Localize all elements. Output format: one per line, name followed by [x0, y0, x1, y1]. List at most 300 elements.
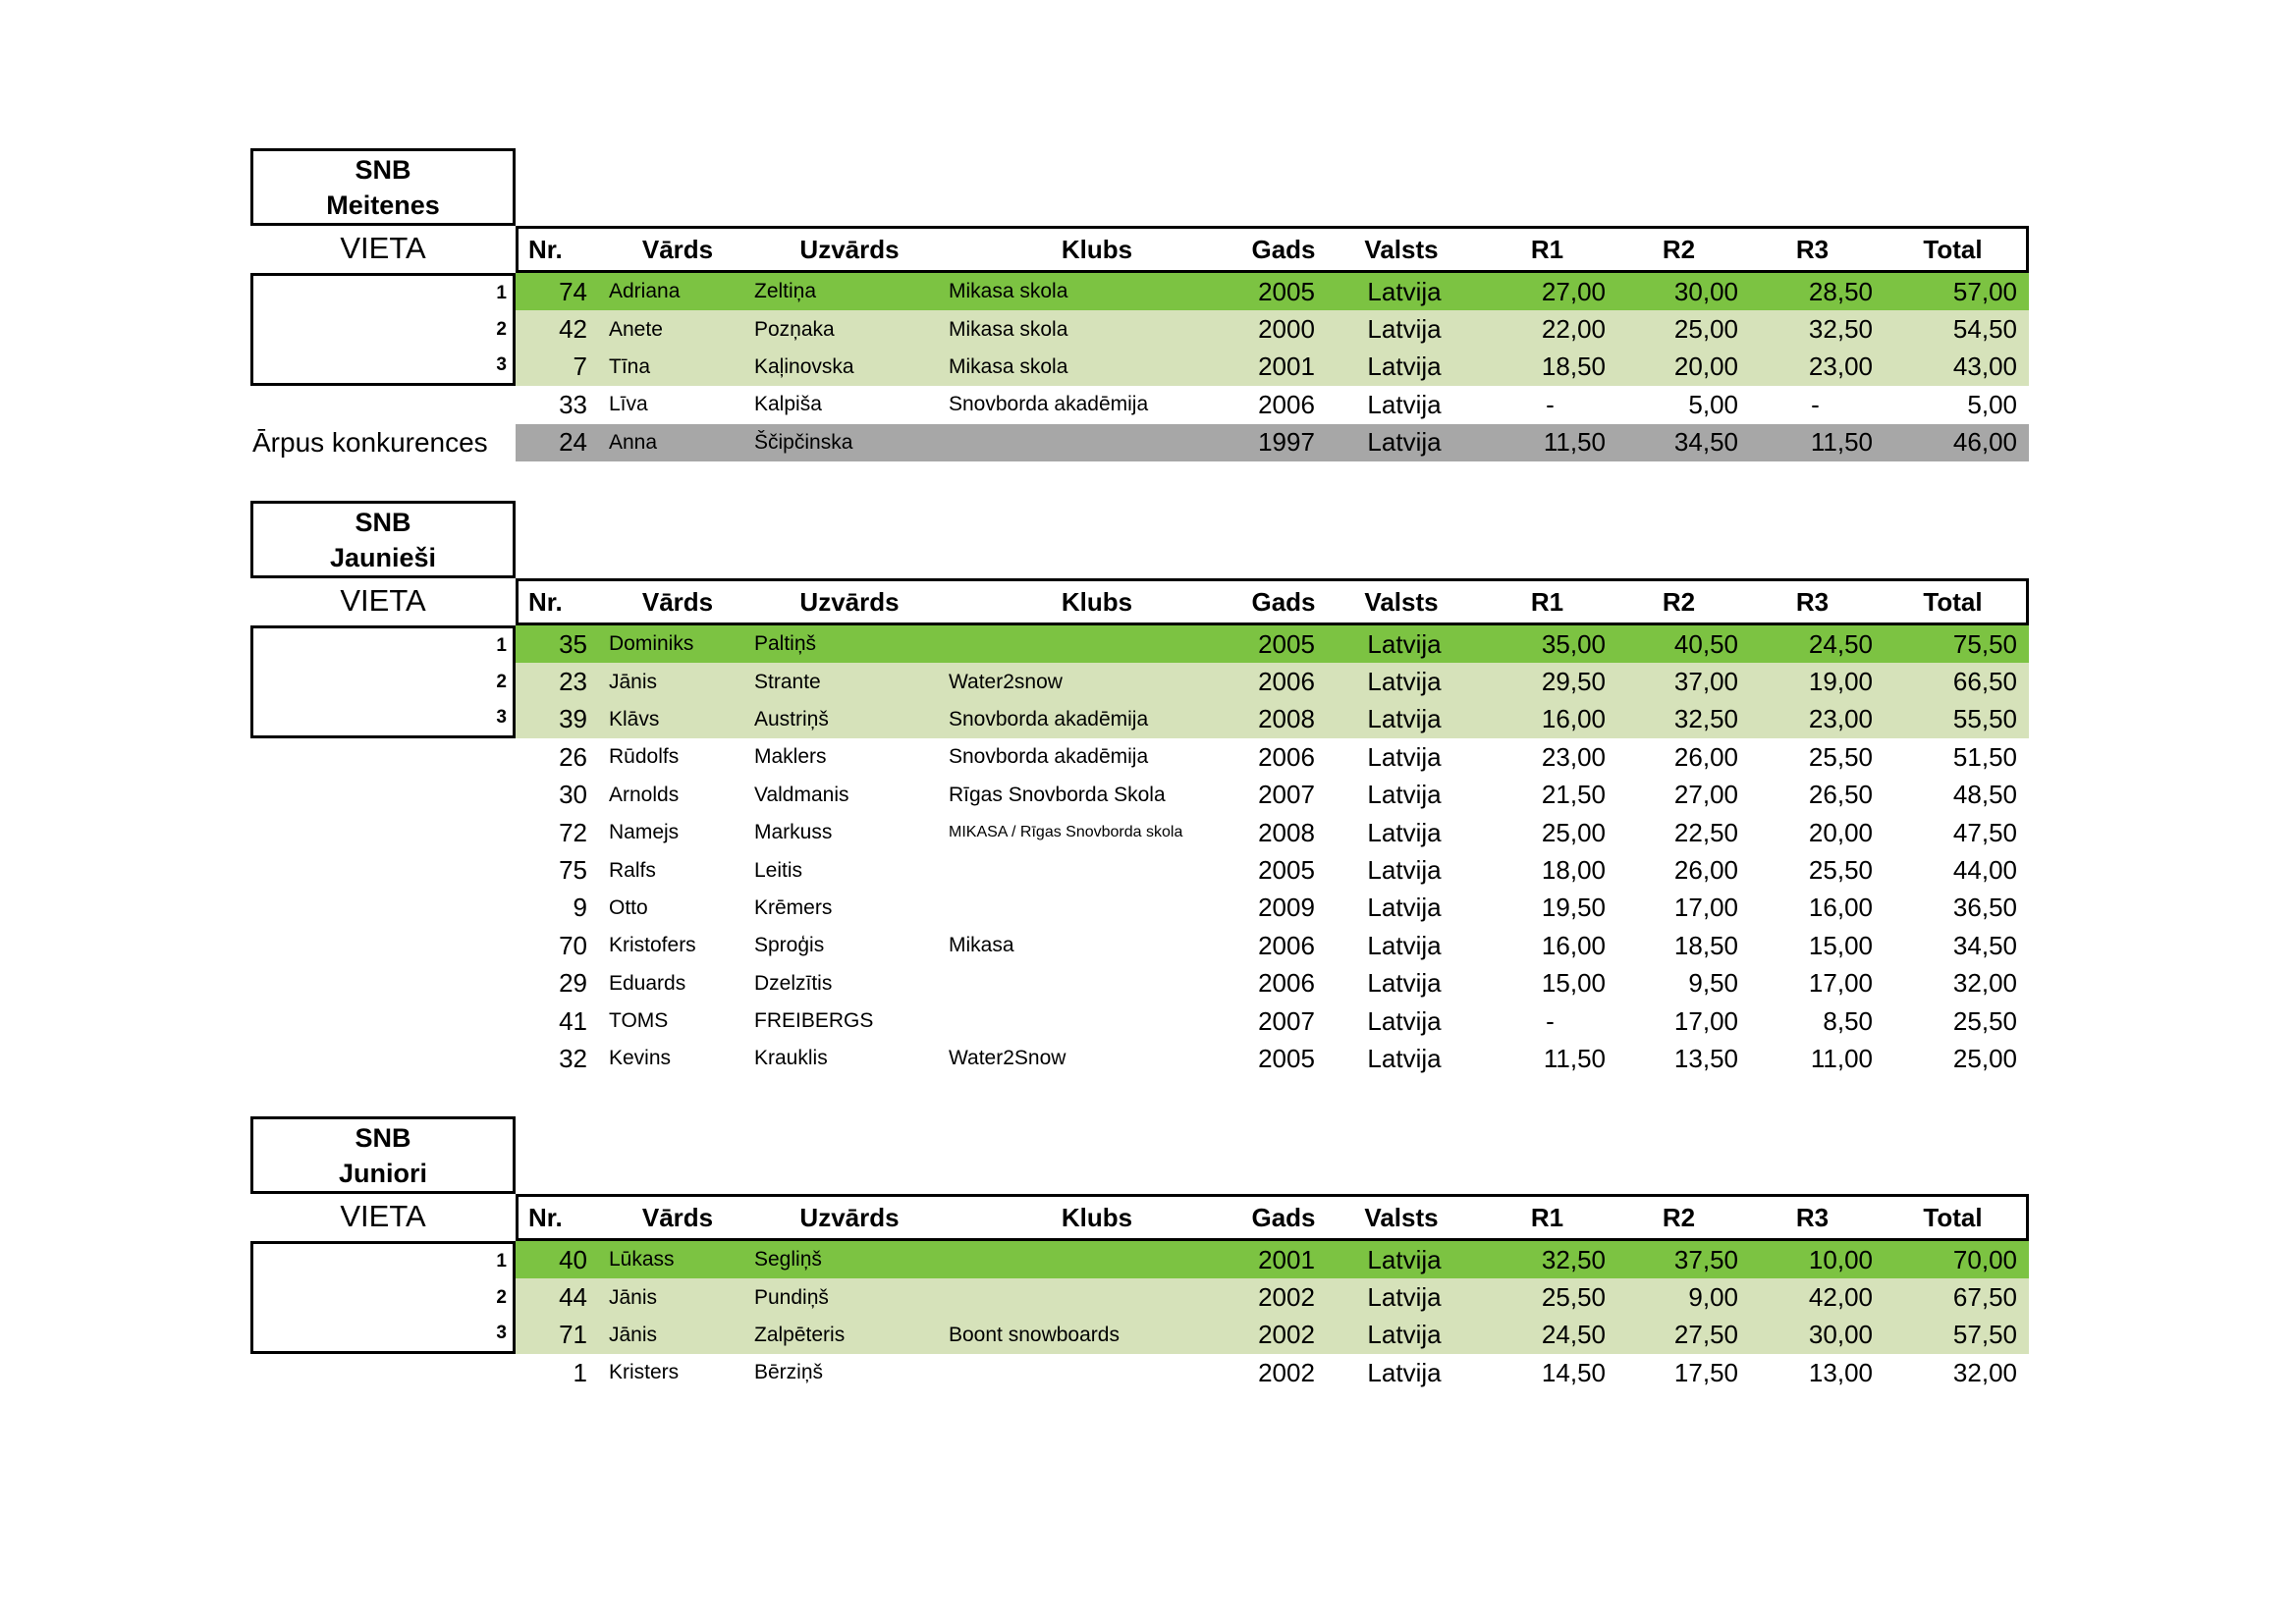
- cell-gads: 2006: [1258, 667, 1315, 697]
- cell-total: 32,00: [1952, 1357, 2017, 1387]
- cell-nr: 42: [559, 314, 587, 345]
- cell-nr: 41: [559, 1005, 587, 1036]
- table-row: [250, 349, 2029, 386]
- cell-r2: 37,00: [1673, 667, 1738, 697]
- column-header-nr: Nr.: [528, 1202, 563, 1232]
- cell-r1: 32,50: [1541, 1244, 1606, 1274]
- cell-r2: 40,50: [1673, 628, 1738, 659]
- cell-uzvards: Pundiņš: [754, 1285, 829, 1309]
- column-header-valsts: Valsts: [1364, 1202, 1439, 1232]
- cell-klubs: Water2Snow: [949, 1047, 1066, 1070]
- table-row: [250, 890, 2029, 927]
- cell-uzvards: Krēmers: [754, 895, 833, 919]
- cell-r3: 24,50: [1808, 628, 1873, 659]
- cell-place: [250, 625, 516, 663]
- row-cells: [516, 1040, 2029, 1077]
- cell-place: [250, 814, 516, 851]
- cell-r3: 30,00: [1808, 1320, 1873, 1350]
- cell-r3: 11,00: [1810, 1043, 1873, 1073]
- cell-r2: 27,00: [1673, 780, 1738, 810]
- cell-place: [250, 424, 516, 461]
- cell-place: [250, 663, 516, 700]
- cell-r3: 23,00: [1808, 704, 1873, 734]
- cell-r2: 30,00: [1673, 276, 1738, 306]
- table-row: [250, 625, 2029, 663]
- cell-r1: 27,00: [1541, 276, 1606, 306]
- cell-r1: 15,00: [1541, 968, 1606, 999]
- row-cells: [516, 965, 2029, 1002]
- cell-gads: 2005: [1258, 855, 1315, 886]
- row-cells: [516, 890, 2029, 927]
- cell-total: 70,00: [1952, 1244, 2017, 1274]
- table-header-row: [250, 1194, 2029, 1241]
- table-row: [250, 1002, 2029, 1040]
- cell-total: 48,50: [1952, 780, 2017, 810]
- cell-total: 47,50: [1952, 817, 2017, 847]
- cell-gads: 2005: [1258, 628, 1315, 659]
- row-cells: [516, 1278, 2029, 1316]
- table-row: [250, 965, 2029, 1002]
- cell-place: [250, 349, 516, 386]
- column-header-r3: R3: [1795, 586, 1830, 617]
- cell-gads: 2002: [1258, 1282, 1315, 1313]
- cell-uzvards: FREIBERGS: [754, 1009, 874, 1033]
- cell-valsts: Latvija: [1367, 930, 1442, 960]
- row-cells: [516, 625, 2029, 663]
- table-row: [250, 424, 2029, 461]
- vieta-column-header: VIETA: [340, 583, 426, 618]
- column-header-r2: R2: [1662, 234, 1696, 264]
- cell-place: [250, 851, 516, 889]
- column-header-klubs: Klubs: [1061, 234, 1133, 264]
- cell-r3: 25,50: [1808, 741, 1873, 772]
- cell-total: 32,00: [1952, 968, 2017, 999]
- cell-valsts: Latvija: [1367, 893, 1442, 923]
- cell-nr: 70: [559, 930, 587, 960]
- cell-valsts: Latvija: [1367, 628, 1442, 659]
- cell-vards: Anna: [609, 430, 658, 454]
- vieta-column-header: VIETA: [340, 1199, 426, 1233]
- cell-r3: 15,00: [1808, 930, 1873, 960]
- column-headers: [516, 226, 2029, 273]
- column-header-nr: Nr.: [528, 586, 563, 617]
- row-cells: [516, 1241, 2029, 1278]
- row-cells: [516, 424, 2029, 461]
- cell-r2: 18,50: [1673, 930, 1738, 960]
- cell-place: [250, 701, 516, 738]
- cell-place: [250, 1040, 516, 1077]
- cell-nr: 30: [559, 780, 587, 810]
- cell-place: [250, 386, 516, 423]
- cell-uzvards: Segliņš: [754, 1248, 822, 1272]
- row-cells: [516, 663, 2029, 700]
- section-title-line2: Jaunieši: [329, 542, 437, 572]
- cell-uzvards: Leitis: [754, 858, 803, 882]
- row-cells: [516, 738, 2029, 776]
- cell-nr: 33: [559, 389, 587, 419]
- cell-total: 36,50: [1952, 893, 2017, 923]
- cell-r2: 5,00: [1688, 389, 1738, 419]
- cell-place: [250, 1002, 516, 1040]
- cell-total: 25,00: [1952, 1043, 2017, 1073]
- cell-r2: 9,00: [1688, 1282, 1738, 1313]
- cell-gads: 2007: [1258, 780, 1315, 810]
- column-header-klubs: Klubs: [1061, 1202, 1133, 1232]
- cell-nr: 39: [559, 704, 587, 734]
- cell-nr: 32: [559, 1043, 587, 1073]
- cell-r2: 26,00: [1673, 855, 1738, 886]
- cell-r2: 26,00: [1673, 741, 1738, 772]
- cell-r3: 32,50: [1808, 314, 1873, 345]
- cell-total: 46,00: [1952, 427, 2017, 458]
- column-header-r1: R1: [1530, 1202, 1564, 1232]
- cell-valsts: Latvija: [1367, 1320, 1442, 1350]
- cell-uzvards: Markuss: [754, 821, 833, 844]
- cell-r3: 11,50: [1810, 427, 1873, 458]
- cell-klubs: Mikasa skola: [949, 280, 1068, 303]
- cell-valsts: Latvija: [1367, 1005, 1442, 1036]
- column-header-total: Total: [1923, 234, 1983, 264]
- table-row: [250, 663, 2029, 700]
- cell-r1: 35,00: [1541, 628, 1606, 659]
- cell-r2: 17,00: [1673, 893, 1738, 923]
- cell-r1: 11,50: [1543, 427, 1606, 458]
- table-header-row: [250, 226, 2029, 273]
- row-cells: [516, 927, 2029, 964]
- section-title-line1: SNB: [355, 154, 411, 185]
- cell-place: [250, 1278, 516, 1316]
- cell-total: 5,00: [1967, 389, 2017, 419]
- cell-total: 67,50: [1952, 1282, 2017, 1313]
- cell-nr: 1: [573, 1357, 587, 1387]
- cell-r2: 22,50: [1673, 817, 1738, 847]
- cell-total: 44,00: [1952, 855, 2017, 886]
- row-cells: [516, 1002, 2029, 1040]
- cell-total: 34,50: [1952, 930, 2017, 960]
- cell-uzvards: Ščipčinska: [754, 430, 853, 454]
- column-header-gads: Gads: [1251, 234, 1316, 264]
- table-rows: [250, 625, 2029, 1078]
- cell-valsts: Latvija: [1367, 855, 1442, 886]
- cell-total: 57,00: [1952, 276, 2017, 306]
- cell-place: [250, 965, 516, 1002]
- row-cells: [516, 777, 2029, 814]
- cell-nr: 23: [559, 667, 587, 697]
- table-row: [250, 1241, 2029, 1278]
- cell-total: 55,50: [1952, 704, 2017, 734]
- cell-vards: Kevins: [609, 1047, 672, 1070]
- cell-r2: 32,50: [1673, 704, 1738, 734]
- table-row: [250, 386, 2029, 423]
- cell-r3: 16,00: [1808, 893, 1873, 923]
- cell-place: [250, 310, 516, 348]
- column-header-gads: Gads: [1251, 586, 1316, 617]
- cell-place: [250, 890, 516, 927]
- cell-uzvards: Kalpiša: [754, 393, 822, 416]
- cell-uzvards: Austriņš: [754, 707, 829, 731]
- cell-r3: 26,50: [1808, 780, 1873, 810]
- cell-klubs: Snovborda akadēmija: [949, 707, 1149, 731]
- row-cells: [516, 386, 2029, 423]
- cell-gads: 2008: [1258, 704, 1315, 734]
- cell-uzvards: Paltiņš: [754, 632, 817, 656]
- row-cells: [516, 851, 2029, 889]
- cell-gads: 1997: [1258, 427, 1315, 458]
- cell-vards: Tīna: [609, 354, 651, 378]
- cell-r2: 37,50: [1673, 1244, 1738, 1274]
- cell-valsts: Latvija: [1367, 704, 1442, 734]
- cell-gads: 2008: [1258, 817, 1315, 847]
- cell-vards: Adriana: [609, 280, 681, 303]
- cell-nr: 35: [559, 628, 587, 659]
- cell-valsts: Latvija: [1367, 276, 1442, 306]
- cell-nr: 44: [559, 1282, 587, 1313]
- cell-r1: -: [1546, 1005, 1555, 1036]
- cell-uzvards: Dzelzītis: [754, 971, 833, 995]
- cell-valsts: Latvija: [1367, 667, 1442, 697]
- column-header-total: Total: [1923, 1202, 1983, 1232]
- cell-nr: 26: [559, 741, 587, 772]
- table-row: [250, 738, 2029, 776]
- cell-vards: Kristers: [609, 1361, 680, 1384]
- cell-r1: 25,50: [1541, 1282, 1606, 1313]
- column-header-r3: R3: [1795, 234, 1830, 264]
- table-row: [250, 927, 2029, 964]
- cell-uzvards: Krauklis: [754, 1047, 828, 1070]
- cell-valsts: Latvija: [1367, 389, 1442, 419]
- cell-nr: 71: [559, 1320, 587, 1350]
- cell-r3: 25,50: [1808, 855, 1873, 886]
- cell-klubs: Snovborda akadēmija: [949, 393, 1149, 416]
- table-rows: [250, 273, 2029, 461]
- cell-total: 25,50: [1952, 1005, 2017, 1036]
- column-header-valsts: Valsts: [1364, 234, 1439, 264]
- column-header-nr: Nr.: [528, 234, 563, 264]
- cell-valsts: Latvija: [1367, 817, 1442, 847]
- cell-klubs: Mikasa skola: [949, 317, 1068, 341]
- place-or-note-label: 1: [496, 282, 507, 303]
- cell-r1: 25,00: [1541, 817, 1606, 847]
- row-cells: [516, 1354, 2029, 1391]
- cell-klubs: Water2snow: [949, 670, 1063, 693]
- results-section-meitenes: [250, 148, 2029, 461]
- row-cells: [516, 1317, 2029, 1354]
- cell-vards: Jānis: [609, 1285, 658, 1309]
- column-header-r2: R2: [1662, 586, 1696, 617]
- cell-valsts: Latvija: [1367, 1282, 1442, 1313]
- cell-r1: 22,00: [1541, 314, 1606, 345]
- cell-r2: 25,00: [1673, 314, 1738, 345]
- cell-klubs: Rīgas Snovborda Skola: [949, 783, 1166, 806]
- row-cells: [516, 349, 2029, 386]
- column-headers: [516, 578, 2029, 625]
- cell-klubs: MIKASA / Rīgas Snovborda skola: [949, 824, 1183, 841]
- cell-vards: Eduards: [609, 971, 686, 995]
- column-header-valsts: Valsts: [1364, 586, 1439, 617]
- cell-r1: 16,00: [1541, 704, 1606, 734]
- column-header-r2: R2: [1662, 1202, 1696, 1232]
- cell-uzvards: Kaļinovska: [754, 354, 854, 378]
- cell-vards: Kristofers: [609, 934, 696, 957]
- section-title-box: [250, 148, 516, 226]
- cell-r2: 27,50: [1673, 1320, 1738, 1350]
- cell-vards: Jānis: [609, 1323, 658, 1346]
- table-row: [250, 701, 2029, 738]
- cell-r2: 9,50: [1688, 968, 1738, 999]
- table-row: [250, 1317, 2029, 1354]
- cell-gads: 2005: [1258, 1043, 1315, 1073]
- cell-r2: 34,50: [1673, 427, 1738, 458]
- cell-uzvards: Sproģis: [754, 934, 825, 957]
- cell-r1: 29,50: [1541, 667, 1606, 697]
- cell-gads: 2002: [1258, 1320, 1315, 1350]
- cell-valsts: Latvija: [1367, 314, 1442, 345]
- cell-r1: 14,50: [1541, 1357, 1606, 1387]
- cell-place: [250, 1354, 516, 1391]
- cell-valsts: Latvija: [1367, 780, 1442, 810]
- cell-r3: 13,00: [1808, 1357, 1873, 1387]
- cell-r3: 20,00: [1808, 817, 1873, 847]
- row-cells: [516, 814, 2029, 851]
- cell-gads: 2000: [1258, 314, 1315, 345]
- cell-r1: 24,50: [1541, 1320, 1606, 1350]
- cell-uzvards: Zeltiņa: [754, 280, 817, 303]
- cell-r1: 21,50: [1541, 780, 1606, 810]
- cell-r2: 17,50: [1673, 1357, 1738, 1387]
- cell-r1: 19,50: [1541, 893, 1606, 923]
- place-or-note-label: 1: [496, 634, 507, 656]
- cell-r3: 17,00: [1808, 968, 1873, 999]
- table-row: [250, 310, 2029, 348]
- section-title-line2: Juniori: [338, 1158, 427, 1188]
- cell-gads: 2006: [1258, 741, 1315, 772]
- cell-r3: 10,00: [1808, 1244, 1873, 1274]
- column-header-r1: R1: [1530, 234, 1564, 264]
- cell-r1: 11,50: [1543, 1043, 1606, 1073]
- cell-r1: -: [1546, 389, 1555, 419]
- cell-nr: 75: [559, 855, 587, 886]
- cell-total: 57,50: [1952, 1320, 2017, 1350]
- table-header-row: [250, 578, 2029, 625]
- column-header-vards: Vārds: [641, 1202, 714, 1232]
- place-or-note-label: 3: [496, 1323, 507, 1344]
- column-header-uzvards: Uzvārds: [799, 586, 900, 617]
- cell-uzvards: Maklers: [754, 745, 827, 769]
- cell-nr: 24: [559, 427, 587, 458]
- section-title-box: [250, 1116, 516, 1194]
- cell-gads: 2002: [1258, 1357, 1315, 1387]
- cell-vards: Rūdolfs: [609, 745, 680, 769]
- cell-vards: Namejs: [609, 821, 680, 844]
- cell-r3: 28,50: [1808, 276, 1873, 306]
- place-or-note-label: 2: [496, 1286, 507, 1308]
- results-section-jauniesi: [250, 501, 2029, 1078]
- cell-r1: 18,00: [1541, 855, 1606, 886]
- cell-nr: 29: [559, 968, 587, 999]
- results-section-juniori: [250, 1116, 2029, 1392]
- cell-total: 51,50: [1952, 741, 2017, 772]
- place-or-note-label: 2: [496, 671, 507, 692]
- column-header-gads: Gads: [1251, 1202, 1316, 1232]
- cell-r2: 17,00: [1673, 1005, 1738, 1036]
- cell-vards: Arnolds: [609, 783, 680, 806]
- cell-uzvards: Strante: [754, 670, 821, 693]
- cell-total: 66,50: [1952, 667, 2017, 697]
- cell-nr: 9: [573, 893, 587, 923]
- column-header-uzvards: Uzvārds: [799, 1202, 900, 1232]
- table-row: [250, 273, 2029, 310]
- column-header-total: Total: [1923, 586, 1983, 617]
- table-row: [250, 814, 2029, 851]
- column-header-r3: R3: [1795, 1202, 1830, 1232]
- place-or-note-label: Ārpus konkurences: [252, 426, 488, 458]
- vieta-column-header: VIETA: [340, 231, 426, 265]
- cell-gads: 2009: [1258, 893, 1315, 923]
- cell-gads: 2007: [1258, 1005, 1315, 1036]
- column-header-r1: R1: [1530, 586, 1564, 617]
- cell-r2: 20,00: [1673, 352, 1738, 382]
- cell-gads: 2001: [1258, 352, 1315, 382]
- table-row: [250, 1040, 2029, 1077]
- place-or-note-label: 3: [496, 354, 507, 376]
- table-row: [250, 851, 2029, 889]
- cell-r3: 42,00: [1808, 1282, 1873, 1313]
- table-row: [250, 777, 2029, 814]
- cell-gads: 2006: [1258, 389, 1315, 419]
- column-header-uzvards: Uzvārds: [799, 234, 900, 264]
- cell-vards: Līva: [609, 393, 648, 416]
- cell-r1: 18,50: [1541, 352, 1606, 382]
- row-cells: [516, 701, 2029, 738]
- cell-r1: 23,00: [1541, 741, 1606, 772]
- cell-place: [250, 738, 516, 776]
- cell-nr: 7: [573, 352, 587, 382]
- cell-gads: 2006: [1258, 930, 1315, 960]
- cell-r3: 19,00: [1808, 667, 1873, 697]
- section-title-line2: Meitenes: [326, 189, 440, 220]
- column-header-vards: Vārds: [641, 586, 714, 617]
- cell-gads: 2001: [1258, 1244, 1315, 1274]
- table-rows: [250, 1241, 2029, 1392]
- cell-place: [250, 927, 516, 964]
- section-title-line1: SNB: [355, 1122, 411, 1153]
- cell-valsts: Latvija: [1367, 741, 1442, 772]
- place-or-note-label: 1: [496, 1250, 507, 1272]
- cell-klubs: Mikasa skola: [949, 354, 1068, 378]
- cell-uzvards: Zalpēteris: [754, 1323, 846, 1346]
- cell-nr: 72: [559, 817, 587, 847]
- cell-total: 75,50: [1952, 628, 2017, 659]
- cell-vards: Anete: [609, 317, 663, 341]
- cell-valsts: Latvija: [1367, 968, 1442, 999]
- cell-valsts: Latvija: [1367, 1244, 1442, 1274]
- cell-vards: Lūkass: [609, 1248, 675, 1272]
- cell-valsts: Latvija: [1367, 1043, 1442, 1073]
- cell-gads: 2005: [1258, 276, 1315, 306]
- cell-r1: 16,00: [1541, 930, 1606, 960]
- cell-klubs: Snovborda akadēmija: [949, 745, 1149, 769]
- table-row: [250, 1278, 2029, 1316]
- cell-vards: Ralfs: [609, 858, 656, 882]
- cell-vards: Jānis: [609, 670, 658, 693]
- place-or-note-label: 2: [496, 318, 507, 340]
- cell-klubs: Boont snowboards: [949, 1323, 1120, 1346]
- cell-uzvards: Bērziņš: [754, 1361, 824, 1384]
- cell-nr: 40: [559, 1244, 587, 1274]
- cell-vards: Klāvs: [609, 707, 660, 731]
- cell-r3: 23,00: [1808, 352, 1873, 382]
- cell-place: [250, 777, 516, 814]
